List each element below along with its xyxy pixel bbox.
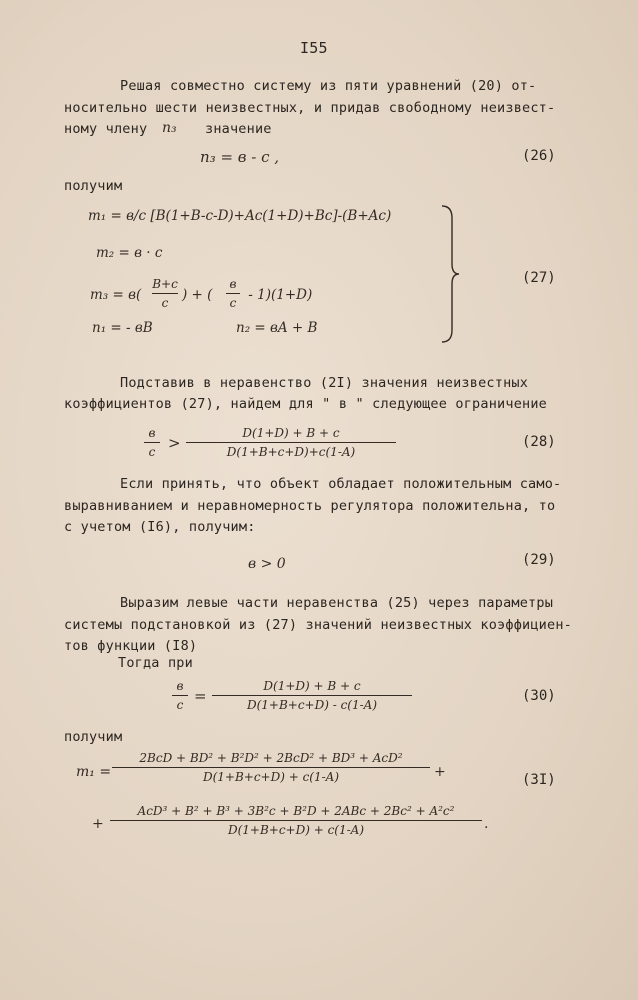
variable-n3: n₃	[162, 120, 177, 136]
fraction-denominator: c	[148, 445, 156, 459]
paragraph-line: значение	[205, 121, 272, 137]
paragraph-line: получим	[64, 729, 123, 745]
fraction-bar	[110, 820, 482, 821]
fraction-denominator: D(1+B+c+D) + c(1-A)	[227, 823, 365, 837]
paragraph-line: системы подстановкой из (27) значений неизвестных коэффициен-	[64, 617, 572, 633]
equation-27-line-2: m₂ = в · с	[96, 245, 163, 261]
fraction-numerator: B+c	[152, 277, 178, 291]
equation-27-line-3-lhs: m₃ = в(	[90, 287, 142, 303]
equals-sign: =	[194, 687, 207, 705]
equation-number-26: (26)	[522, 148, 556, 164]
fraction-denominator: c	[161, 296, 169, 310]
fraction-denominator: c	[229, 296, 237, 310]
fraction-bar	[212, 695, 412, 696]
fraction-denominator: D(1+B+c+D) - c(1-A)	[246, 698, 378, 712]
plus-sign: +	[92, 816, 104, 832]
fraction-numerator: в	[176, 679, 184, 693]
paragraph-line: с учетом (I6), получим:	[64, 519, 256, 535]
equation-27-line-3-rhs: - 1)(1+D)	[244, 287, 313, 303]
paragraph-line: ному члену	[64, 121, 148, 137]
equation-28-rhs-fraction	[186, 425, 396, 460]
paragraph-line: Подставив в неравенство (2I) значения неизвестных	[120, 375, 529, 391]
paragraph-line: Тогда при	[118, 655, 193, 671]
equation-28-lhs-fraction	[144, 425, 160, 460]
fraction-bar	[112, 767, 430, 768]
equation-29: в > 0	[248, 556, 286, 572]
equation-28-operator: >	[168, 434, 181, 452]
paragraph-line: получим	[64, 178, 123, 194]
equation-31-fraction-1	[112, 750, 430, 785]
fraction-numerator: AcD³ + B² + B³ + 3B²c + B²D + 2ABc + 2Bc² + A²c²	[137, 804, 455, 818]
fraction-numerator: в	[229, 277, 237, 291]
equation-number-31: (3I)	[522, 772, 556, 788]
fraction-denominator: D(1+B+c+D) + c(1-A)	[202, 770, 340, 784]
equation-31-lhs: m₁ =	[76, 764, 112, 780]
paragraph-line: Решая совместно систему из пяти уравнений (20) от-	[120, 78, 537, 94]
equation-30-lhs-fraction	[172, 678, 188, 713]
equation-27-line-4b: n₂ = вA + B	[236, 320, 318, 336]
paragraph-line: Если принять, что объект обладает положительным само-	[120, 476, 562, 492]
fraction-bar	[152, 293, 178, 294]
period-mark: .	[484, 816, 489, 832]
equation-27-line-4a: n₁ = - вB	[92, 320, 153, 336]
equation-number-27: (27)	[522, 270, 556, 286]
fraction-denominator: D(1+B+c+D)+c(1-A)	[226, 445, 356, 459]
equation-26: n₃ = в - с ,	[200, 148, 280, 166]
equation-30-rhs-fraction	[212, 678, 412, 713]
equation-number-30: (30)	[522, 688, 556, 704]
fraction-bar	[144, 442, 160, 443]
equation-number-29: (29)	[522, 552, 556, 568]
plus-sign: +	[434, 764, 446, 780]
fraction-denominator: c	[176, 698, 184, 712]
fraction-bar	[172, 695, 188, 696]
equation-27-fraction-1	[152, 276, 178, 311]
fraction-bar	[186, 442, 396, 443]
fraction-numerator: D(1+D) + B + c	[263, 679, 361, 693]
paragraph-line: Выразим левые части неравенства (25) через параметры	[120, 595, 554, 611]
equation-number-28: (28)	[522, 434, 556, 450]
equation-27-line-1: m₁ = в/с [B(1+B-c-D)+Ac(1+D)+Bc]-(B+Ac)	[88, 208, 392, 224]
paragraph-line: выравниванием и неравномерность регулятора положительна, то	[64, 498, 556, 514]
fraction-bar	[226, 293, 240, 294]
paragraph-line: коэффициентов (27), найдем для " в " следующее ограничение	[64, 396, 548, 412]
equation-31-fraction-2	[110, 803, 482, 838]
system-brace	[440, 204, 460, 344]
fraction-numerator: в	[148, 426, 156, 440]
fraction-numerator: D(1+D) + B + c	[242, 426, 340, 440]
paragraph-line: носительно шести неизвестных, и придав свободному неизвест-	[64, 100, 556, 116]
fraction-numerator: 2BcD + BD² + B²D² + 2BcD² + BD³ + AcD²	[139, 751, 403, 765]
page-number: I55	[300, 39, 328, 57]
paragraph-line: тов функции (I8)	[64, 638, 198, 654]
equation-27-line-3-mid: ) + (	[182, 287, 213, 303]
equation-27-fraction-2	[226, 276, 240, 311]
